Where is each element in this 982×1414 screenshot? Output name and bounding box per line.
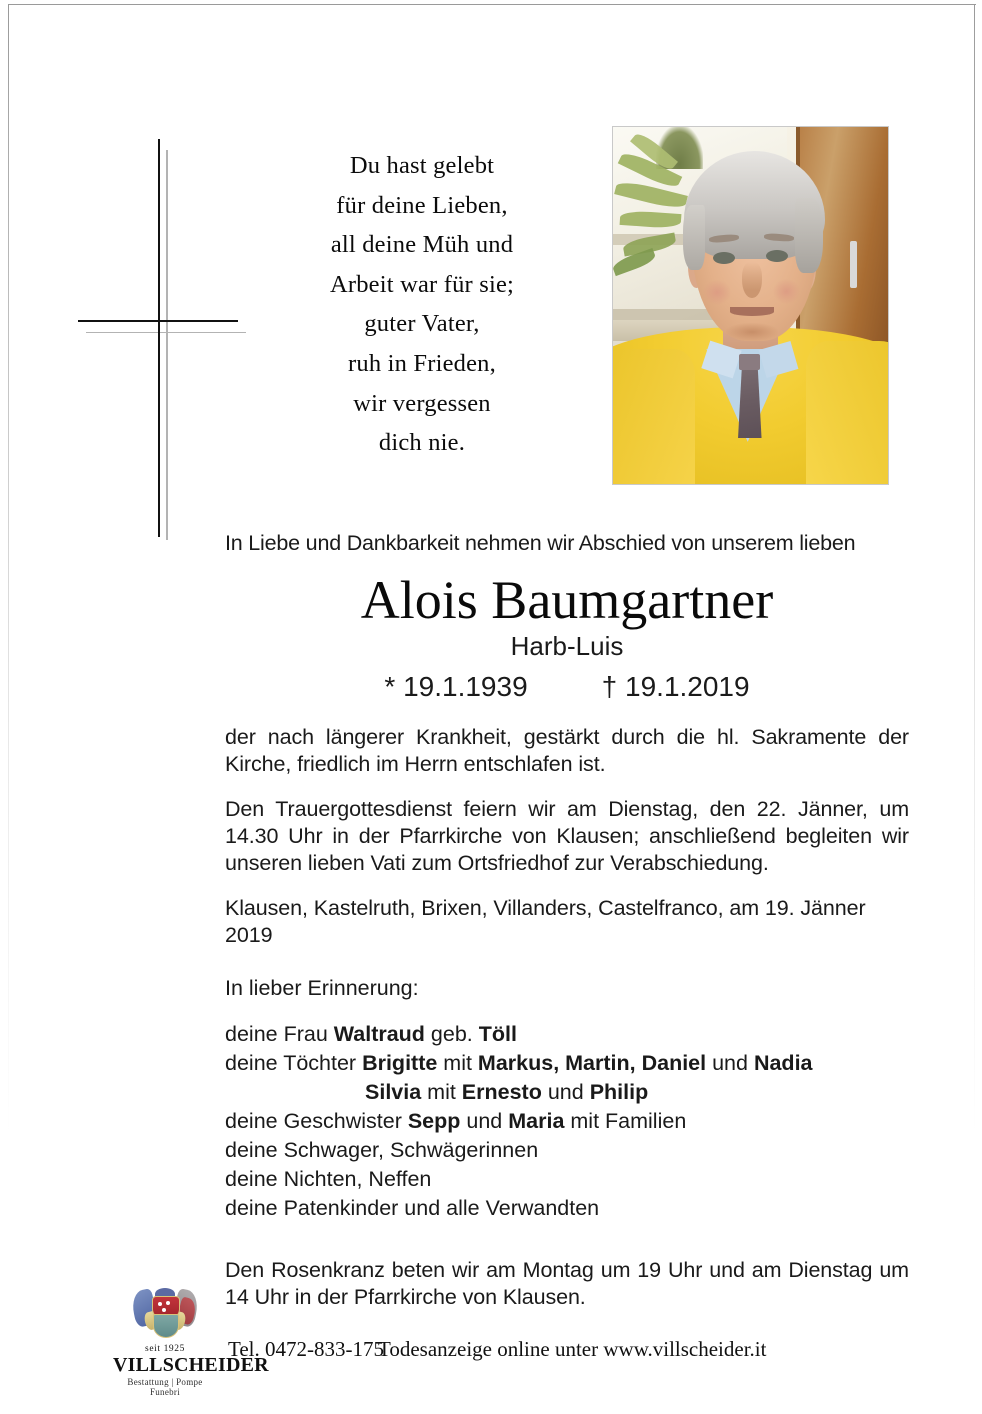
photo-eye-right (766, 250, 788, 262)
family-member-name: Waltraud (333, 1022, 425, 1046)
poem-line: wir vergessen (353, 389, 491, 417)
deceased-nickname: Harb-Luis (510, 631, 624, 661)
family-relation-text: deine Schwager, Schwägerinnen (225, 1138, 539, 1162)
photo-sweater-shoulder-right (806, 341, 889, 485)
photo-hair-side-right (795, 198, 823, 273)
family-member-name: Brigitte (362, 1051, 438, 1075)
family-relation-text: deine Frau (225, 1022, 334, 1046)
deceased-name: Alois Baumgartner (360, 570, 774, 630)
family-relation-text: deine Nichten, Neffen (225, 1167, 432, 1191)
cross-vertical-bar (158, 139, 160, 537)
portrait-photo-content (612, 126, 889, 485)
poem-line: dich nie. (378, 429, 466, 457)
footer-online-notice[interactable]: Todesanzeige online unter www.villscheider.it (378, 1337, 767, 1361)
footer-telephone[interactable]: Tel. 0472-833-175 (228, 1337, 385, 1361)
photo-mouth (730, 307, 774, 316)
funeral-home-logo[interactable] (113, 1288, 269, 1397)
crest-dot (162, 1308, 166, 1312)
family-list-item (225, 1136, 909, 1165)
family-member-name: Sepp (407, 1109, 461, 1133)
poem-line: all deine Müh und (330, 231, 514, 259)
family-heading: In lieber Erinnerung: (225, 976, 419, 1000)
crest-shield-teal (153, 1314, 179, 1338)
family-list-item (225, 1020, 909, 1049)
photo-nose (742, 262, 761, 298)
paragraph-funeral-service: Den Trauergottesdienst feiern wir am Dienstag, den 22. Jänner, um 14.30 Uhr in der Pfarrkirche von Klausen; anschließend begleiten wir unseren lieben Vati zum Ortsfriedhof zur Verabschiedung. (225, 797, 909, 875)
photo-eye-left (713, 252, 735, 264)
photo-chin (726, 323, 779, 341)
birth-symbol: * (384, 671, 396, 702)
family-relation-text: deine Patenkinder und alle Verwandten (225, 1196, 600, 1220)
family-member-name: Ernesto (461, 1080, 542, 1104)
logo-company-name: VILLSCHEIDER (113, 1354, 269, 1376)
latin-cross-icon (78, 130, 248, 540)
cross-horizontal-bar (78, 320, 238, 322)
life-dates (225, 668, 909, 706)
family-member-name: Philip (589, 1080, 649, 1104)
family-relation-text: deine Töchter (225, 1051, 363, 1075)
cross-horizontal-shadow (86, 332, 246, 333)
photo-cheek-right (773, 279, 801, 304)
heraldic-crest-icon (133, 1288, 197, 1342)
announcement-lead: In Liebe und Dankbarkeit nehmen wir Abschied von unserem lieben (225, 531, 856, 555)
paragraph-rosary: Den Rosenkranz beten wir am Montag um 19 Uhr und am Dienstag um 14 Uhr in der Pfarrkirche von Klausen. (225, 1258, 909, 1309)
birth-date (384, 671, 527, 702)
memorial-poem (272, 146, 572, 463)
family-list (225, 1020, 909, 1223)
obituary-text-block (225, 530, 909, 1311)
family-list-item (225, 1194, 909, 1223)
family-list-item (225, 1049, 909, 1078)
death-date-value: 19.1.2019 (625, 671, 750, 702)
family-member-name: Töll (478, 1022, 517, 1046)
family-relation-text: und (541, 1080, 590, 1104)
photo-cheek-left (703, 280, 731, 305)
family-relation-text: geb. (424, 1022, 479, 1046)
paragraph-places: Klausen, Kastelruth, Brixen, Villanders, Castelfranco, am 19. Jänner 2019 (225, 896, 866, 947)
poem-line: Arbeit war für sie; (329, 270, 515, 298)
cross-vertical-shadow (166, 150, 168, 540)
crest-dot (158, 1302, 162, 1306)
family-member-name: Markus, Martin, Daniel (477, 1051, 707, 1075)
photo-sweater-shoulder-left (612, 349, 695, 485)
poem-line: Du hast gelebt (349, 152, 495, 179)
logo-since-text: seit 1925 (145, 1344, 185, 1354)
family-list-item (225, 1165, 909, 1194)
photo-cabinet-handle (850, 241, 857, 288)
card-border-right (974, 4, 975, 1334)
paragraph-illness: der nach längerer Krankheit, gestärkt durch die hl. Sakramente der Kirche, friedlich im Herrn entschlafen ist. (225, 725, 909, 776)
family-relation-text: mit (437, 1051, 478, 1075)
poem-line: für deine Lieben, (336, 191, 508, 219)
logo-subtitle: Bestattung | Pompe Funebri (127, 1377, 203, 1397)
family-list-item (225, 1078, 909, 1107)
card-border-top (8, 4, 976, 5)
death-date (602, 671, 750, 702)
crest-dot (166, 1301, 170, 1305)
family-relation-text: mit (421, 1080, 462, 1104)
poem-line: guter Vater, (364, 310, 480, 338)
photo-hair-side-left (683, 205, 705, 270)
death-symbol: † (601, 671, 618, 702)
family-relation-text: deine Geschwister (225, 1109, 408, 1133)
portrait-photo (612, 126, 889, 485)
family-member-name: Nadia (753, 1051, 813, 1075)
poem-line: ruh in Frieden, (348, 349, 496, 377)
family-member-name: Silvia (365, 1080, 422, 1104)
photo-necktie-knot (739, 354, 760, 370)
family-member-name: Maria (508, 1109, 565, 1133)
family-relation-text: und (706, 1051, 754, 1075)
family-relation-text: mit Familien (564, 1109, 687, 1133)
footer (0, 1288, 982, 1397)
family-relation-text: und (460, 1109, 509, 1133)
birth-date-value: 19.1.1939 (403, 671, 528, 702)
family-list-item (225, 1107, 909, 1136)
card-border-left (8, 4, 9, 1334)
